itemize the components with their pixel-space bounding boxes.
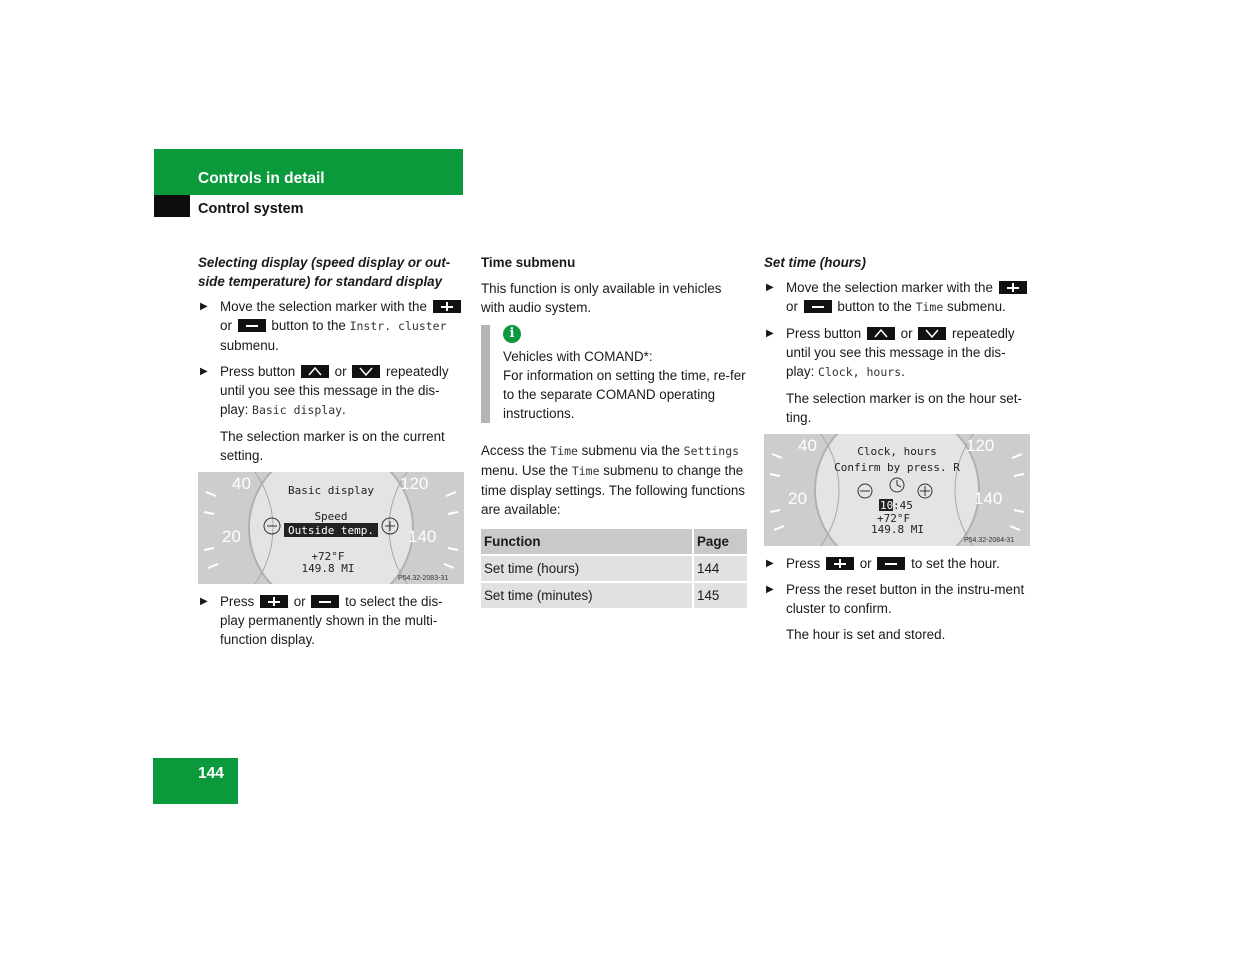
code-text: Clock, hours (818, 365, 902, 379)
info-icon: i (503, 325, 521, 343)
gauge-label: 20 (788, 489, 807, 508)
gauge-label: 20 (222, 527, 241, 546)
step-arrow-icon: ▶ (766, 282, 774, 293)
table-cell: 145 (693, 582, 747, 608)
code-text: Instr. cluster (349, 319, 447, 333)
table-header: Function (481, 529, 693, 555)
minus-button-icon (877, 557, 905, 570)
svg-text::45: :45 (893, 499, 913, 512)
page-number: 144 (198, 765, 224, 782)
svg-text:Confirm by press. R: Confirm by press. R (834, 461, 960, 474)
column-2 (481, 253, 747, 608)
scroll-up-button-icon (867, 327, 895, 340)
gauge-label: 120 (966, 436, 995, 455)
gauge-label: 40 (232, 474, 251, 493)
column-1 (198, 253, 464, 656)
col2-intro: This function is only available in vehicles with audio system. (481, 281, 722, 315)
table-cell: Set time (minutes) (481, 582, 693, 608)
page-number-box (153, 758, 238, 804)
step-arrow-icon: ▶ (200, 596, 208, 607)
plus-button-icon (260, 595, 288, 608)
step-arrow-icon: ▶ (766, 584, 774, 595)
svg-text:+72°F: +72°F (877, 512, 911, 525)
plus-button-icon (433, 300, 461, 313)
step-arrow-icon: ▶ (200, 301, 208, 312)
col3-heading: Set time (hours) (764, 255, 866, 270)
table-row (481, 582, 747, 608)
info-title: Vehicles with COMAND*: (503, 349, 653, 364)
svg-text:Clock, hours: Clock, hours (857, 445, 937, 458)
section-title: Controls in detail (198, 170, 325, 187)
col1-step-3: ▶ Press or to select the dis-play permanently shown in the multi-function display. (200, 594, 443, 647)
svg-text:+72°F: +72°F (311, 550, 345, 563)
col3-step-1: ▶ Move the selection marker with the or button to the Time submenu. (764, 278, 1030, 317)
minus-button-icon (804, 300, 832, 313)
info-body: For information on setting the time, re-fer to the separate COMAND operating instructions. (503, 368, 746, 421)
col3-step-3: ▶ Press or to set the hour. (766, 556, 1000, 571)
table-header: Page (693, 529, 747, 555)
scroll-up-button-icon (301, 365, 329, 378)
section-subtitle: Control system (198, 201, 304, 217)
table-cell: Set time (hours) (481, 555, 693, 582)
gauge-label: 40 (798, 436, 817, 455)
code-text: Basic display (252, 403, 343, 417)
col3-step-2: ▶ Press button or repeatedly until you see this message in the dis-play: Clock, hours. (766, 326, 1015, 379)
instrument-cluster-image-1 (198, 472, 464, 584)
col1-note: The selection marker is on the current setting. (220, 429, 445, 463)
col1-heading: Selecting display (speed display or out-side temperature) for standard display (198, 255, 451, 289)
col3-step-4: ▶ Press the reset button in the instru-ment cluster to confirm. (766, 582, 1025, 616)
step-arrow-icon: ▶ (200, 366, 208, 377)
minus-button-icon (311, 595, 339, 608)
col2-access-text: Access the Time submenu via the Settings menu. Use the Time submenu to change the time display settings. The following functions are available: (481, 443, 745, 517)
table-row (481, 555, 747, 582)
scroll-down-button-icon (352, 365, 380, 378)
gauge-label: 120 (400, 474, 429, 493)
function-table (481, 529, 747, 608)
step-arrow-icon: ▶ (766, 558, 774, 569)
column-3 (764, 253, 1030, 651)
info-box (481, 325, 747, 423)
svg-text:P54.32-2084-31: P54.32-2084-31 (964, 537, 1015, 544)
svg-text:149.8 MI: 149.8 MI (871, 523, 924, 536)
col2-heading: Time submenu (481, 255, 576, 270)
table-header-row (481, 529, 747, 555)
code-text: Time (915, 300, 944, 314)
svg-text:149.8 MI: 149.8 MI (301, 562, 355, 575)
col3-note-1: The selection marker is on the hour set-ting. (786, 391, 1022, 425)
table-cell: 144 (693, 555, 747, 582)
scroll-down-button-icon (918, 327, 946, 340)
instrument-cluster-image-2 (764, 434, 1030, 546)
plus-button-icon (826, 557, 854, 570)
plus-button-icon (999, 281, 1027, 294)
svg-text:Basic display: Basic display (287, 484, 375, 497)
header-tab (154, 195, 190, 217)
minus-button-icon (238, 319, 266, 332)
col3-note-2: The hour is set and stored. (786, 627, 946, 642)
svg-text:Speed: Speed (314, 510, 348, 523)
svg-text:Outside temp.: Outside temp. (287, 524, 375, 537)
step-arrow-icon: ▶ (766, 328, 774, 339)
svg-text:10: 10 (880, 499, 894, 512)
svg-text:P54.32-2083-31: P54.32-2083-31 (398, 575, 449, 582)
gauge-label: 140 (974, 489, 1003, 508)
gauge-label: 140 (408, 527, 437, 546)
col1-step-1: ▶ Move the selection marker with the or button to the Instr. cluster submenu. (198, 297, 464, 355)
col1-step-2: ▶ Press button or repeatedly until you see this message in the dis-play: Basic display. (200, 364, 449, 417)
